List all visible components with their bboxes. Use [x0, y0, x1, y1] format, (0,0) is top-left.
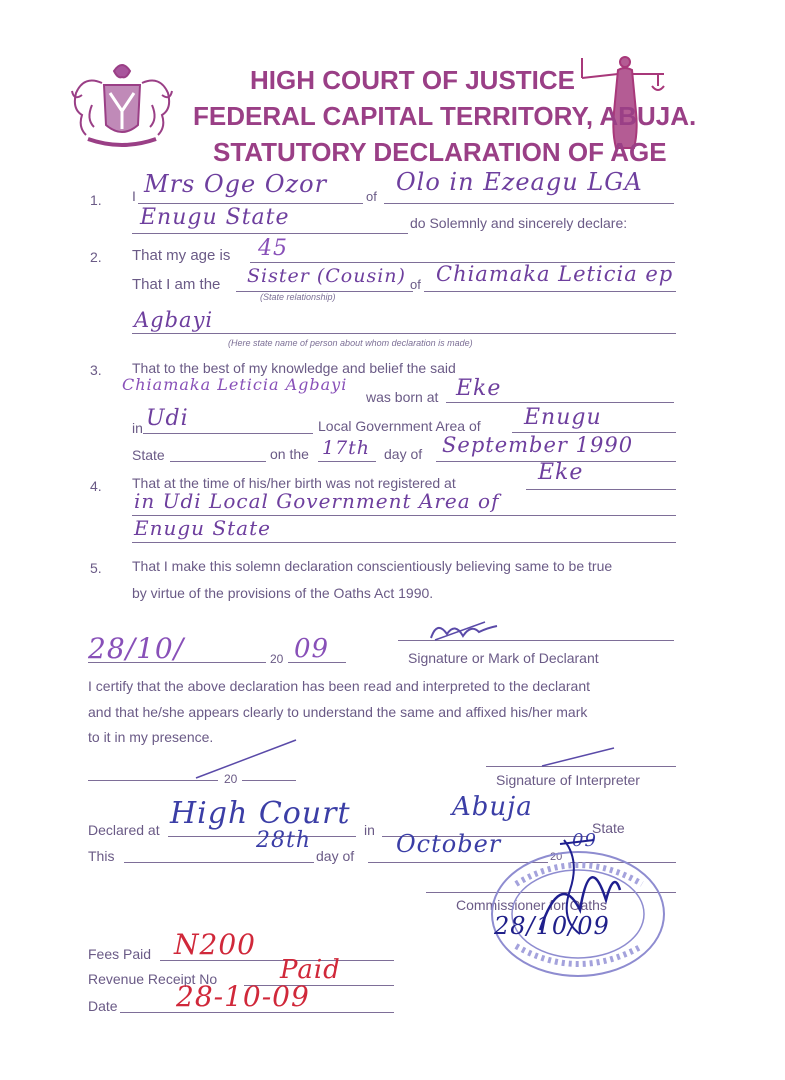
this-day-line	[124, 862, 314, 863]
label-state: State	[132, 447, 165, 463]
label-lga-of: Local Government Area of	[318, 418, 481, 434]
territory-title: FEDERAL CAPITAL TERRITORY, ABUJA.	[193, 101, 697, 131]
interpreter-strike-2	[538, 744, 618, 768]
declarant-name: Mrs Oge Ozor	[144, 170, 328, 198]
in-place-value: Udi	[146, 406, 189, 431]
lga-state-value: Enugu	[524, 405, 602, 430]
court-title: HIGH COURT OF JUSTICE	[250, 65, 576, 95]
date-value: 28-10-09	[176, 980, 310, 1013]
in-line	[143, 433, 313, 434]
label-twenty-1: 20	[270, 652, 284, 666]
label-this: This	[88, 848, 115, 864]
coat-of-arms-logo	[66, 55, 178, 150]
item-number-2: 2.	[90, 249, 102, 265]
born-at-line	[446, 402, 674, 403]
not-registered-3: Enugu State	[134, 516, 271, 540]
state-relationship-hint: (State relationship)	[260, 292, 336, 302]
label-date: Date	[88, 998, 118, 1014]
declarant-state: Enugu State	[140, 205, 290, 230]
item-number-3: 3.	[90, 362, 102, 378]
registered-line-2	[132, 542, 676, 543]
certify-line-1: I certify that the above declaration has been read and interpreted to the declarant	[88, 678, 590, 694]
stamp-date: 28/10/09	[494, 912, 610, 940]
of-line	[384, 203, 674, 204]
label-day-of: day of	[384, 446, 423, 462]
certify-line-3: to it in my presence.	[88, 729, 214, 745]
item-number-1: 1.	[90, 192, 102, 208]
declarant-place: Olo in Ezeagu LGA	[396, 168, 643, 196]
label-time-of-birth: That at the time of his/her birth was not registered at	[132, 475, 456, 491]
label-sig-interpreter: Signature of Interpreter	[496, 772, 640, 788]
label-state-2: State	[592, 820, 625, 836]
interpreter-strike	[192, 736, 302, 782]
label-sig-declarant: Signature or Mark of Declarant	[408, 650, 599, 666]
label-born-at: was born at	[366, 389, 439, 405]
label-best-of: That to the best of my knowledge and belief the said	[132, 360, 456, 376]
declared-city: Abuja	[452, 792, 533, 822]
label-i-am-the: That I am the	[132, 276, 221, 293]
receipt-value: Paid	[280, 955, 341, 985]
declaration-date: 28/10/	[88, 632, 185, 665]
label-oaths-act: by virtue of the provisions of the Oaths Act 1990.	[132, 585, 434, 601]
declared-day: 28th	[256, 828, 312, 853]
certify-line-2: and that he/she appears clearly to understand the same and affixed his/her mark	[88, 704, 588, 720]
label-fees-paid: Fees Paid	[88, 946, 152, 962]
label-twenty-2: 20	[224, 772, 238, 786]
declarant-age: 45	[258, 236, 288, 261]
label-day-of-2: day of	[316, 848, 355, 864]
state-blank-line	[170, 461, 266, 462]
not-registered-2: in Udi Local Government Area of	[134, 489, 500, 513]
label-twenty-3: 20	[550, 851, 563, 863]
day-line	[318, 461, 376, 462]
document-title: STATUTORY DECLARATION OF AGE	[213, 137, 667, 167]
label-of: of	[366, 189, 377, 204]
label-age-is: That my age is	[132, 247, 231, 264]
not-registered-1: Eke	[538, 460, 584, 485]
declaration-year: 09	[294, 634, 330, 664]
label-on-the: on the	[270, 446, 309, 462]
registered-line-0	[526, 489, 676, 490]
fees-value: N200	[174, 928, 256, 961]
subject-line-2	[132, 333, 676, 334]
item-number-4: 4.	[90, 478, 102, 494]
item-number-5: 5.	[90, 560, 102, 576]
declarant-signature	[425, 616, 505, 646]
name-line	[138, 203, 363, 204]
label-revenue-receipt: Revenue Receipt No	[88, 971, 218, 987]
here-state-hint: (Here state name of person about whom declaration is made)	[228, 338, 473, 348]
birth-day: 17th	[322, 437, 371, 459]
label-i: I	[132, 188, 136, 204]
label-commissioner: Commissioner for Oaths	[456, 897, 607, 913]
subject-line-1	[424, 291, 676, 292]
declared-at-value: High Court	[170, 796, 351, 831]
birth-month-year: September 1990	[442, 433, 634, 457]
born-at-value: Eke	[456, 376, 502, 401]
subject-name-2: Agbayi	[134, 308, 214, 332]
label-solemn-declaration: That I make this solemn declaration conscientiously believing same to be true	[132, 558, 613, 574]
label-in-2: in	[364, 822, 375, 838]
state-line	[132, 233, 408, 234]
subject-name-1: Chiamaka Leticia ep	[436, 262, 674, 286]
subject-said-name: Chiamaka Leticia Agbayi	[122, 375, 348, 394]
relationship-value: Sister (Cousin)	[247, 265, 406, 287]
label-in: in	[132, 420, 143, 436]
label-solemnly: do Solemnly and sincerely declare:	[410, 215, 628, 231]
declared-year: 09	[572, 830, 597, 851]
label-of-2: of	[410, 277, 421, 292]
declared-month: October	[396, 830, 502, 858]
label-declared-at: Declared at	[88, 822, 160, 838]
